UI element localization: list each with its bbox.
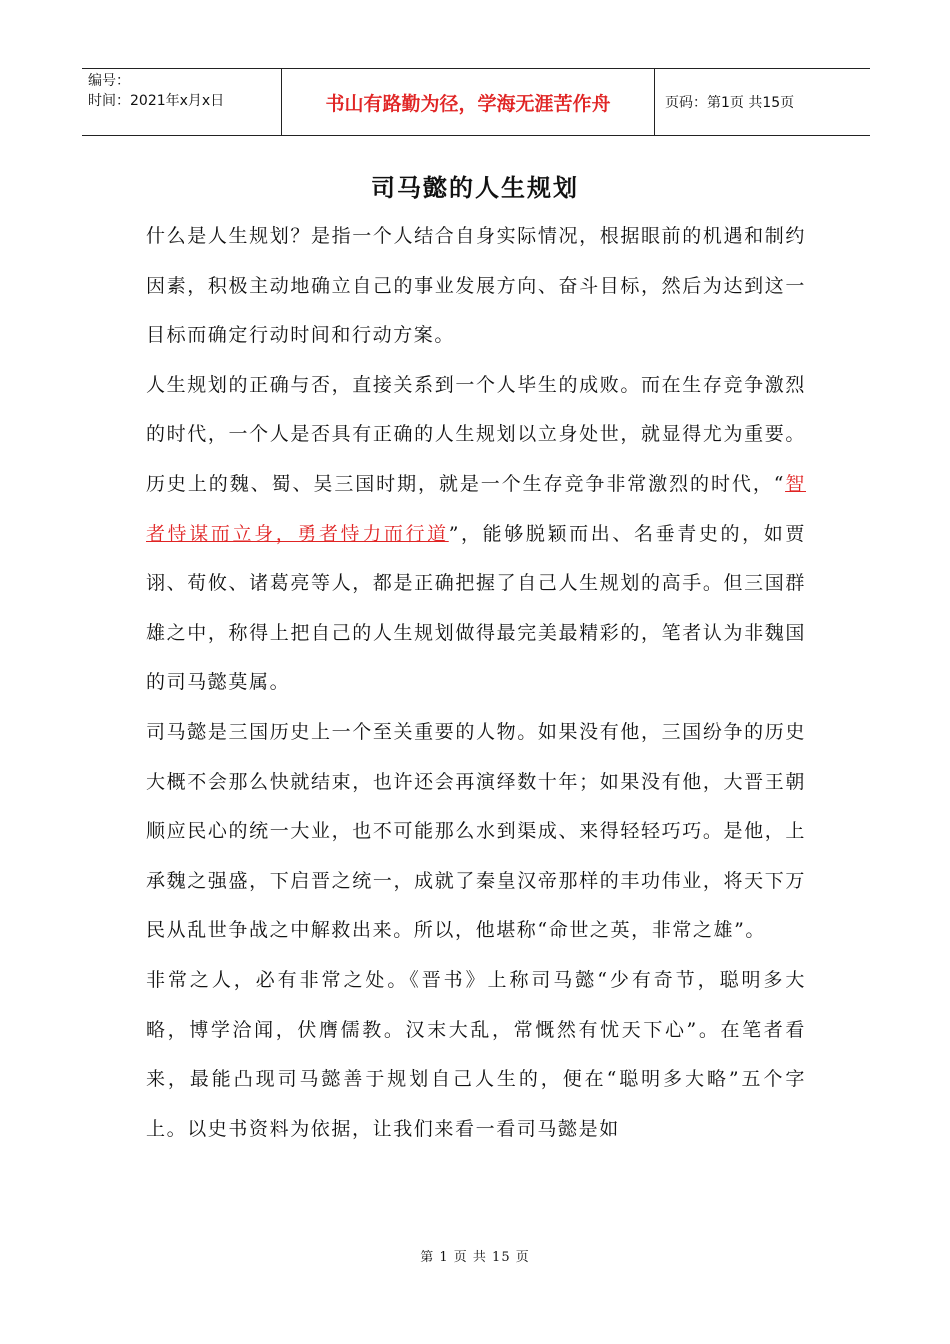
document-title: 司马懿的人生规划 [371, 174, 579, 202]
paragraph-text: ”，能够脱颖而出、名垂青史的，如贾诩、荀攸、诸葛亮等人，都是正确把握了自己人生规划的高手。但三国群雄之中，称得上把自己的人生规划做得最完美最精彩的，笔者认为非魏国的司马懿莫属。 [146, 522, 806, 694]
document-number-label: 编号： [88, 73, 130, 89]
header-table [82, 68, 870, 136]
paragraph: 非常之人，必有非常之处。《晋书》上称司马懿“少有奇节，聪明多大略，博学洽闻，伏膺儒教。汉末大乱，常慨然有忧天下心”。在笔者看来，最能凸现司马懿善于规划自己人生的，便在“聪明多大略”五个字上。以史书资料为依据，让我们来看一看司马懿是如 [146, 968, 806, 1140]
document-body [146, 212, 806, 1154]
header-motto: 书山有路勤为径，学海无涯苦作舟 [282, 69, 655, 135]
paragraph [146, 361, 806, 708]
paragraph-text: 人生规划的正确与否，直接关系到一个人毕生的成败。而在生存竞争激烈的时代，一个人是否具有正确的人生规划以立身处世，就显得尤为重要。历史上的魏、蜀、吴三国时期，就是一个生存竞争非常激烈的时代，“ [146, 373, 806, 495]
page-footer: 第 1 页 共 15 页 [420, 1250, 530, 1265]
document-time-label: 时间：2021年x月x日 [88, 93, 225, 109]
paragraph: 司马懿是三国历史上一个至关重要的人物。如果没有他，三国纷争的历史大概不会那么快就结束，也许还会再演绎数十年；如果没有他，大晋王朝顺应民心的统一大业，也不可能那么水到渠成、来得轻轻巧巧。是他，上承魏之强盛，下启晋之统一，成就了秦皇汉帝那样的丰功伟业，将天下万民从乱世争战之中解救出来。所以，他堪称“命世之英，非常之雄”。 [146, 720, 806, 942]
header-meta-cell [82, 69, 282, 135]
quote-hyperlink[interactable]: 智者恃谋而立身，勇者恃力而行道 [146, 472, 806, 545]
header-page-info: 页码：第1页 共15页 [665, 95, 795, 111]
paragraph: 什么是人生规划？是指一个人结合自身实际情况，根据眼前的机遇和制约因素，积极主动地确立自己的事业发展方向、奋斗目标，然后为达到这一目标而确定行动时间和行动方案。 [146, 225, 806, 347]
